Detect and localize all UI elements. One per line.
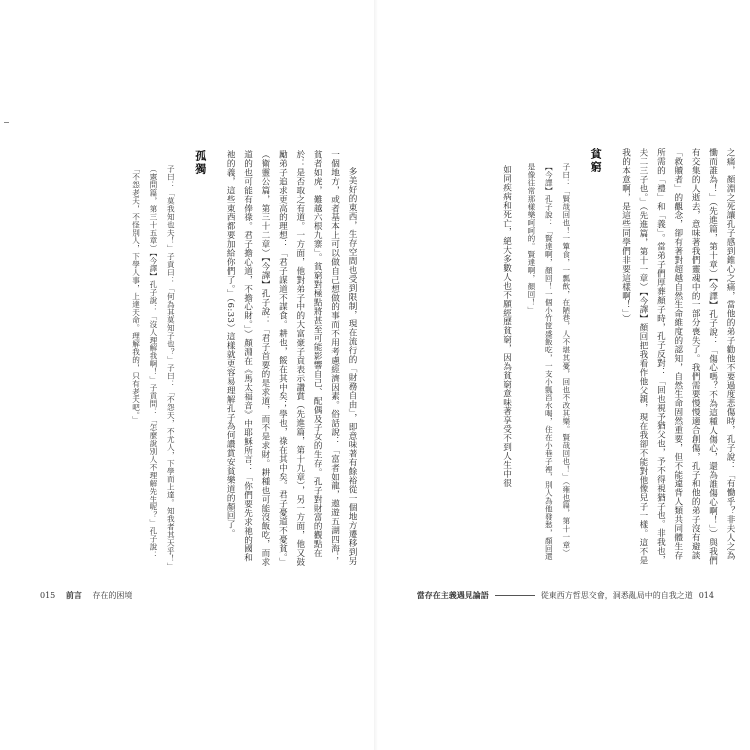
footer-chapter-title: 存在的困境 <box>92 591 133 600</box>
section-heading-poverty: 貧窮 <box>589 148 603 174</box>
left-quote-paragraph: 子曰：「莫我知也夫！」子貢曰：「何為其莫知子也？」子曰：「不怨天，不尤人，下學而上達。知我者其天乎！」（憲問篇，第三十五章）【今譯】孔子說：「沒人理解我啊！」子貢問：「怎麼說別人不理解先生呢？」孔子說：「不怨老天，不怪別人，下學人事，上達天命。理解我的，只有老天吧。」 <box>131 165 176 567</box>
spacer <box>515 148 523 568</box>
right-body-paragraph: 之痛，顏淵之死讓孔子感到錐心之痛，當他的弟子勸他不要過度悲傷時，孔子說：「有慟乎？非夫人之為慟而誰為！」（先進篇，第十章）【今譯】孔子說：「傷心嗎？不為這種人傷心，還為誰傷心啊！」）與我們有交集的人逝去，意味著我們靈魂中的一部分喪失了。我們需要慢慢適合創傷，孔子和他的弟子沒有避談「救贖者」的觀念，卻有著對超越自然生命維度的認知，自然生命固然重要，但不能違背人類共同體生存所需的「禮」和「義」。當弟子們厚葬顏子時，孔子反對：「回也視予猶父也，予不得視猶子也。非我也，夫二三子也。」（先進篇，第十一章）【今譯】顏回把我看作他父親，現在我卻不能對他像兒子一樣。這不是我的本意啊，是這些同學們非要這樣啊！」） <box>620 148 735 565</box>
left-text-block <box>68 150 360 570</box>
spacer <box>608 148 616 568</box>
footer-book-title: 當存在主義遇見論語 <box>416 590 489 600</box>
left-body-paragraph: 多美好的東西，生存空間也受到限制，現在流行的「財務自由」，即意味著有餘裕從一個地方遷移到另一個地方，或者基本上可以做自己想做的事而不用考慮經濟因素。俗話說：「富者如龍，遨遊五湖四海；貧者如虎，難越六根九寨」。貧窮對極點將甚至可能影響自己、配偶及子女的生存。孔子對財富的觀點在於：是否取之有道。一方面，他對弟子中的大富豪子貢表示讚賞（先進篇，第十九章），另一方面，他又鼓勵弟子追求更高的理想：「君子謀道不謀食。耕也，餒在其中矣；學也，祿在其中矣。君子憂道不憂貧。」（衛靈公篇，第三十二章）【今譯】孔子說：「君子首要的是求道，而不是求財。耕種也可能沒飯吃，而求道的也可能有俸祿。君子擔心道，不擔心財。」）顏淵在《馬太福音》中耶穌所言：「你們要先求祂的國和祂的義，這些東西都要加給你們了。」（6:33）這樣就更容易理解孔子為何讚賞安貧樂道的顏回了。 <box>225 150 357 567</box>
footer-subtitle: 從東西方哲思交會，洞悉亂局中的自我之道 <box>540 591 693 600</box>
footer-rule <box>495 595 535 596</box>
footer-section: 前言 <box>65 590 82 600</box>
section-heading-loneliness: 孤獨 <box>193 150 207 176</box>
page-number-left: 015 <box>40 591 56 600</box>
page-number-right: 014 <box>698 591 714 600</box>
right-page <box>376 0 750 750</box>
spacer <box>575 148 583 568</box>
right-quote-paragraph: 子曰：「賢哉回也！一簞食，一瓢飲，在陋巷，人不堪其憂，回也不改其樂。賢哉回也！」（雍也篇，第十一章）【今譯】孔子說：「賢達啊，顏回！一個小竹筐盛飯吃，一支小瓢舀水喝，住在小巷子裡，別人為他發愁，顏回還是像往常那樣樂呵呵的。賢達啊，顏回！」 <box>526 163 571 561</box>
spacer <box>179 150 187 570</box>
footer-left <box>40 590 132 601</box>
footer-right <box>417 590 714 601</box>
right-text-block <box>446 148 738 568</box>
right-body-paragraph-2: 如同疾病和死亡，絕大多數人也不願經歷貧窮，因為貧窮意味著享受不到人生中很 <box>501 165 512 488</box>
spacer <box>213 150 221 570</box>
